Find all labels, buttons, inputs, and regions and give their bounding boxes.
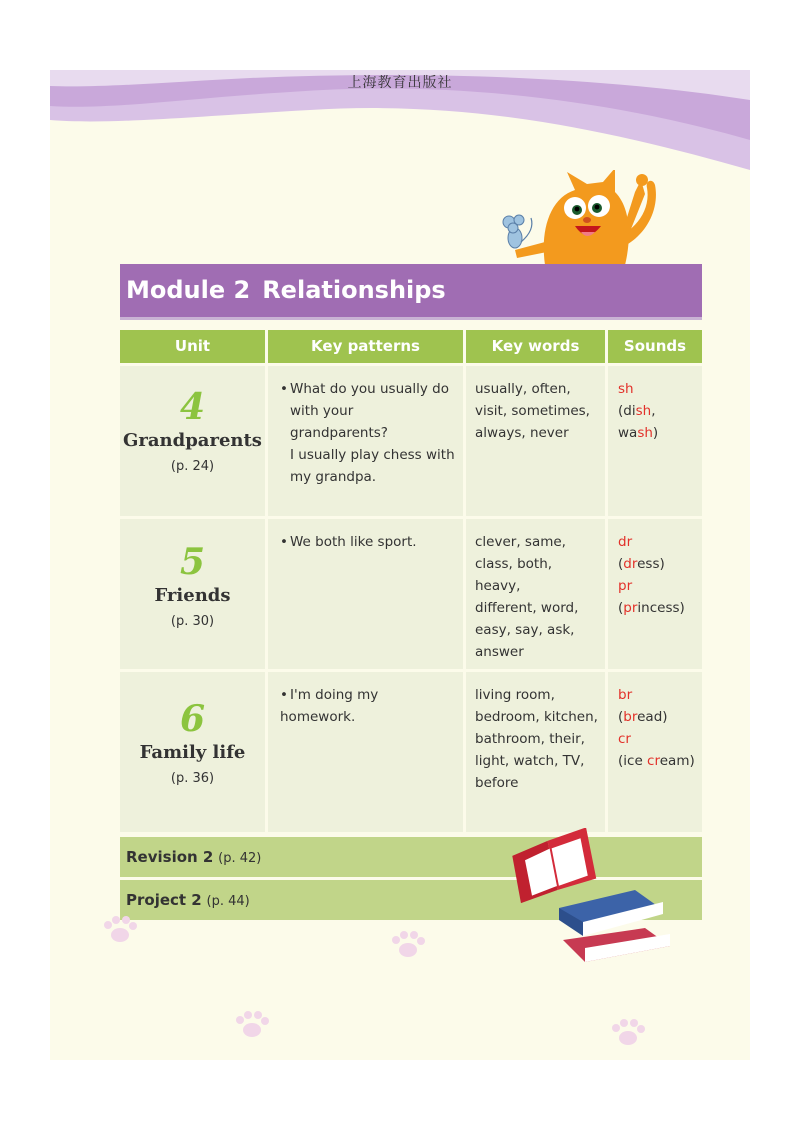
pattern-line: I'm doing my homework. xyxy=(280,687,379,725)
pattern-line: I usually play chess with xyxy=(290,447,455,463)
revision-label: Revision 2 xyxy=(126,848,214,866)
books-illustration xyxy=(505,828,675,968)
pawprint-decoration xyxy=(608,1018,648,1048)
word-line: bathroom, their, xyxy=(475,731,585,747)
sound-key: pr xyxy=(618,578,633,594)
unit-number: 6 xyxy=(179,698,206,740)
sounds-cell xyxy=(608,366,702,516)
sound-example: wash) xyxy=(618,425,659,441)
sound-example: (bread) xyxy=(618,709,668,725)
word-line: visit, sometimes, xyxy=(475,403,590,419)
sound-example: (dish, xyxy=(618,403,656,419)
key-patterns-cell: • We both like sport. xyxy=(268,519,463,669)
word-line: always, never xyxy=(475,425,569,441)
key-words-cell xyxy=(466,366,605,516)
unit-name: Family life xyxy=(139,742,246,763)
project-label: Project 2 xyxy=(126,891,202,909)
sound-example: (ice cream) xyxy=(618,753,695,769)
unit-cell xyxy=(120,519,265,669)
unit-name: Friends xyxy=(154,585,231,606)
unit-number: 4 xyxy=(179,386,206,428)
sound-key: sh xyxy=(618,381,634,397)
sound-key: cr xyxy=(618,731,631,747)
unit-number: 5 xyxy=(179,541,206,583)
word-line: light, watch, TV, xyxy=(475,753,585,769)
unit-name: Grandparents xyxy=(123,430,262,451)
unit-page: (p. 36) xyxy=(170,771,215,786)
pattern-line: We both like sport. xyxy=(290,534,417,550)
header-unit: Unit xyxy=(120,330,265,363)
cat-mascot-illustration xyxy=(495,170,670,270)
unit-page: (p. 24) xyxy=(170,459,215,474)
header-key-patterns: Key patterns xyxy=(268,330,463,363)
word-line: easy, say, ask, xyxy=(475,622,575,638)
key-words-cell xyxy=(466,519,605,669)
unit-cell xyxy=(120,366,265,516)
word-line: before xyxy=(475,775,519,791)
pattern-line: my grandpa. xyxy=(290,469,377,485)
word-line: clever, same, xyxy=(475,534,566,550)
unit-cell xyxy=(120,672,265,832)
pawprint-decoration xyxy=(232,1010,272,1040)
sound-key: br xyxy=(618,687,633,703)
pattern-line: What do you usually do xyxy=(290,381,450,397)
header-key-words: Key words xyxy=(466,330,605,363)
word-line: class, both, heavy, xyxy=(475,556,553,594)
sounds-cell xyxy=(608,519,702,669)
publisher-name: 上海教育出版社 xyxy=(347,75,453,91)
word-line: bedroom, kitchen, xyxy=(475,709,598,725)
word-line: usually, often, xyxy=(475,381,571,397)
sound-example: (princess) xyxy=(618,600,685,616)
pattern-line: with your grandparents? xyxy=(290,403,388,441)
key-patterns-cell: • I'm doing my homework. xyxy=(268,672,463,832)
pawprint-decoration xyxy=(100,915,140,945)
header-sounds: Sounds xyxy=(608,330,702,363)
revision-page: (p. 42) xyxy=(218,851,262,866)
word-line: answer xyxy=(475,644,524,660)
key-words-cell xyxy=(466,672,605,832)
project-page: (p. 44) xyxy=(206,894,250,909)
module-title: Relationships xyxy=(262,276,446,304)
sound-example: (dress) xyxy=(618,556,665,572)
pawprint-decoration xyxy=(388,930,428,960)
unit-page: (p. 30) xyxy=(170,614,215,629)
key-patterns-cell: • What do you usually do with your grandparents? I usually play chess with my grandpa. xyxy=(268,366,463,516)
sound-key: dr xyxy=(618,534,633,550)
word-line: different, word, xyxy=(475,600,579,616)
module-number: Module 2 xyxy=(126,276,251,304)
sounds-cell xyxy=(608,672,702,832)
word-line: living room, xyxy=(475,687,555,703)
module-title-bar xyxy=(120,264,702,320)
